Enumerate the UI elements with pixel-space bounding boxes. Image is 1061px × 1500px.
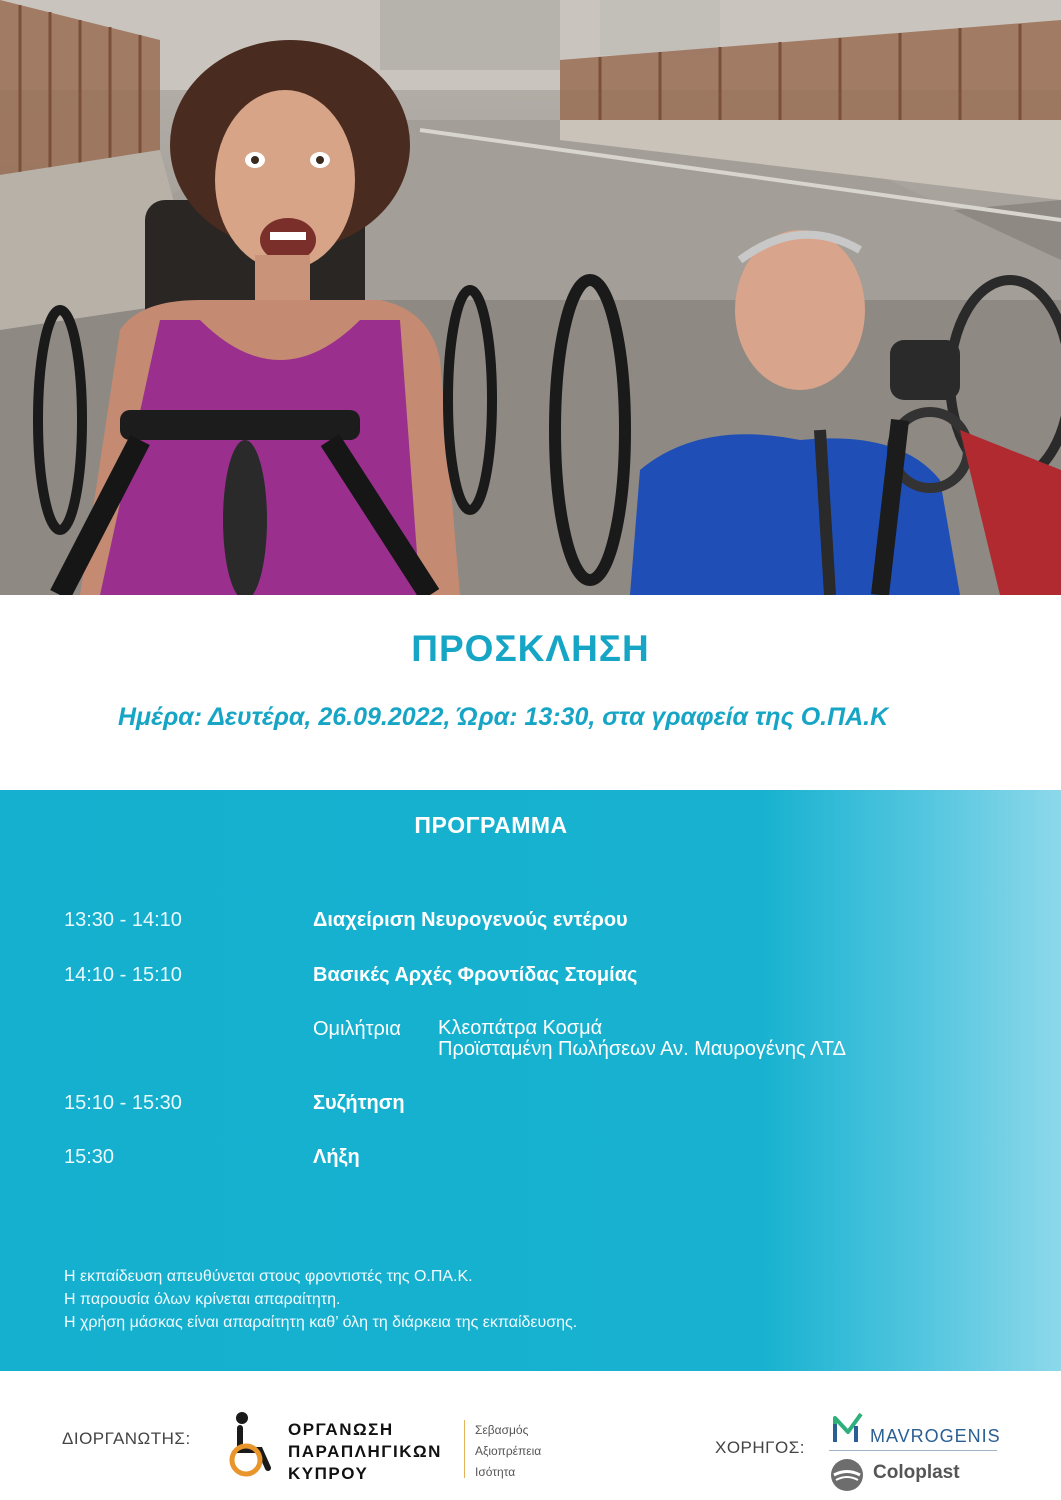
- note-line: Η χρήση μάσκας είναι απαραίτητη καθ’ όλη τη διάρκεια της εκπαίδευσης.: [64, 1314, 578, 1331]
- program-time: 15:10 - 15:30: [64, 1092, 182, 1114]
- mavrogenis-m-icon: [832, 1412, 864, 1444]
- note-line: Η εκπαίδευση απευθύνεται στους φροντιστές της Ο.ΠΑ.Κ.: [64, 1268, 473, 1285]
- program-topic: Βασικές Αρχές Φροντίδας Στομίας: [313, 964, 638, 986]
- organizer-value: Αξιοπρέπεια: [475, 1444, 542, 1458]
- program-topic: Λήξη: [313, 1146, 360, 1168]
- note-line: Η παρουσία όλων κρίνεται απαραίτητη.: [64, 1291, 341, 1308]
- program-topic: Συζήτηση: [313, 1092, 405, 1114]
- program-time: 15:30: [64, 1146, 115, 1168]
- organizer-name-line: ΟΡΓΑΝΩΣΗ: [288, 1420, 394, 1439]
- hero-photo-illustration: [0, 0, 1061, 595]
- hero-photo: [0, 0, 1061, 595]
- organizer-name: [288, 1419, 442, 1485]
- program-panel: [0, 790, 1061, 1371]
- sponsor-divider: [829, 1450, 997, 1451]
- speaker-label: Ομιλήτρια: [313, 1018, 401, 1040]
- speaker-role: Προϊσταμένη Πωλήσεων Αν. Μαυρογένης ΛΤΔ: [438, 1038, 847, 1060]
- invitation-title: ΠΡΟΣΚΛΗΣΗ: [411, 628, 650, 669]
- organizer-value: Ισότητα: [475, 1465, 516, 1479]
- organizer-divider: [464, 1420, 465, 1478]
- organizer-values: [475, 1420, 541, 1483]
- program-time: 14:10 - 15:10: [64, 964, 182, 986]
- organizer-value: Σεβασμός: [475, 1423, 529, 1437]
- program-title: ΠΡΟΓΡΑΜΜΑ: [414, 812, 568, 838]
- sponsor-mavrogenis: MAVROGENIS: [870, 1426, 1001, 1446]
- organizer-name-line: ΚΥΠΡΟΥ: [288, 1464, 369, 1483]
- speaker-name: Κλεοπάτρα Κοσμά: [438, 1017, 603, 1039]
- wheelchair-logo-icon: [226, 1410, 276, 1480]
- sponsor-coloplast: Coloplast: [873, 1462, 960, 1483]
- organizer-label: ΔΙΟΡΓΑΝΩΤΗΣ:: [62, 1429, 191, 1448]
- coloplast-icon: [830, 1458, 864, 1492]
- program-time: 13:30 - 14:10: [64, 909, 182, 931]
- organizer-name-line: ΠΑΡΑΠΛΗΓΙΚΩΝ: [288, 1442, 442, 1461]
- event-details: Ημέρα: Δευτέρα, 26.09.2022, Ώρα: 13:30, στα γραφεία της Ο.ΠΑ.Κ: [118, 703, 889, 731]
- speaker-info: [438, 1018, 846, 1060]
- sponsor-label: ΧΟΡΗΓΟΣ:: [715, 1438, 805, 1457]
- program-notes: [64, 1265, 577, 1334]
- program-topic: Διαχείριση Νευρογενούς εντέρου: [313, 909, 628, 931]
